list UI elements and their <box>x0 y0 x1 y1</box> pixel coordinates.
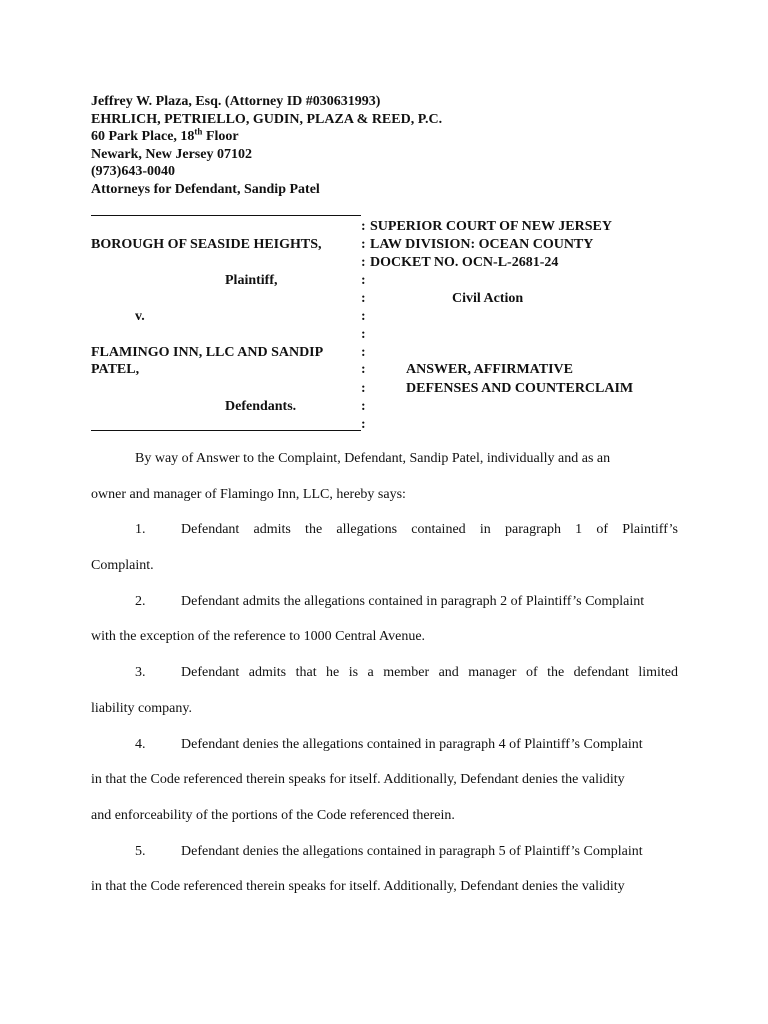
caption-colon: : <box>361 362 366 377</box>
law-firm-name: EHRLICH, PETRIELLO, GUDIN, PLAZA & REED, P.C. <box>91 111 443 127</box>
firm-address-street <box>91 128 442 146</box>
paragraph-4 <box>91 737 643 753</box>
paragraph-3-continued: liability company. <box>91 701 192 716</box>
document-title-line2: DEFENSES AND COUNTERCLAIM <box>406 381 634 396</box>
paragraph-number: 3. <box>135 665 146 680</box>
attorney-header <box>91 93 442 199</box>
court-name: SUPERIOR COURT OF NEW JERSEY <box>370 219 612 234</box>
paragraph-number: 2. <box>135 594 146 609</box>
plaintiff-name: BOROUGH OF SEASIDE HEIGHTS, <box>91 237 322 252</box>
paragraph-number: 5. <box>135 844 146 859</box>
caption-colon: : <box>361 417 366 432</box>
floor-text: Floor <box>202 129 239 145</box>
paragraph-text: Defendant admits that he is a member and manager of the defendant limited <box>181 665 678 680</box>
docket-number: DOCKET NO. OCN-L-2681-24 <box>370 255 559 270</box>
defendant-name-line2: PATEL, <box>91 362 140 377</box>
paragraph-5 <box>91 844 643 860</box>
intro-line <box>91 451 610 467</box>
paragraph-2-continued: with the exception of the reference to 1000 Central Avenue. <box>91 629 426 644</box>
paragraph-2 <box>91 594 644 610</box>
caption-colon: : <box>361 309 366 324</box>
paragraph-5-continued: in that the Code referenced therein speaks for itself. Additionally, Defendant denies the validity <box>91 879 625 894</box>
caption-colon: : <box>361 237 366 252</box>
paragraph-4-continued: and enforceability of the portions of the Code referenced therein. <box>91 808 455 823</box>
caption-colon: : <box>361 219 366 234</box>
paragraph-number: 1. <box>135 522 146 537</box>
caption-colon: : <box>361 381 366 396</box>
attorneys-for: Attorneys for Defendant, Sandip Patel <box>91 181 320 197</box>
caption-colon: : <box>361 399 366 414</box>
paragraph-3 <box>91 665 678 681</box>
caption-colon: : <box>361 327 366 342</box>
intro-text: By way of Answer to the Complaint, Defendant, Sandip Patel, individually and as an <box>135 451 611 466</box>
defendant-name-line1: FLAMINGO INN, LLC AND SANDIP <box>91 345 324 360</box>
paragraph-4-continued: in that the Code referenced therein speaks for itself. Additionally, Defendant denies the validity <box>91 772 625 787</box>
caption-colon: : <box>361 273 366 288</box>
paragraph-text: Defendant denies the allegations contained in paragraph 4 of Plaintiff’s Complaint <box>181 737 643 752</box>
floor-ordinal-suffix: th <box>194 126 203 137</box>
firm-phone: (973)643-0040 <box>91 164 175 180</box>
paragraph-number: 4. <box>135 737 146 752</box>
attorney-name: Jeffrey W. Plaza, Esq. (Attorney ID #030631993) <box>91 94 381 109</box>
court-division: LAW DIVISION: OCEAN COUNTY <box>370 237 594 252</box>
caption-bottom-rule <box>91 430 361 431</box>
caption-colon: : <box>361 255 366 270</box>
paragraph-text: Defendant admits the allegations contained in paragraph 1 of Plaintiff’s <box>181 522 678 537</box>
caption-colon: : <box>361 291 366 306</box>
paragraph-1-continued: Complaint. <box>91 558 154 573</box>
paragraph-text: Defendant admits the allegations contained in paragraph 2 of Plaintiff’s Complaint <box>181 594 645 609</box>
caption-colon: : <box>361 345 366 360</box>
street-text: 60 Park Place, 18 <box>91 129 195 145</box>
paragraph-text: Defendant denies the allegations contained in paragraph 5 of Plaintiff’s Complaint <box>181 844 643 859</box>
document-title-line1: ANSWER, AFFIRMATIVE <box>406 362 573 377</box>
caption-top-rule <box>91 215 361 216</box>
paragraph-1 <box>91 522 678 538</box>
versus-label: v. <box>135 309 145 324</box>
intro-line: owner and manager of Flamingo Inn, LLC, hereby says: <box>91 487 406 502</box>
defendant-role: Defendants. <box>225 399 297 414</box>
civil-action-label: Civil Action <box>452 291 524 306</box>
plaintiff-role: Plaintiff, <box>225 273 278 288</box>
firm-address-city: Newark, New Jersey 07102 <box>91 146 252 162</box>
